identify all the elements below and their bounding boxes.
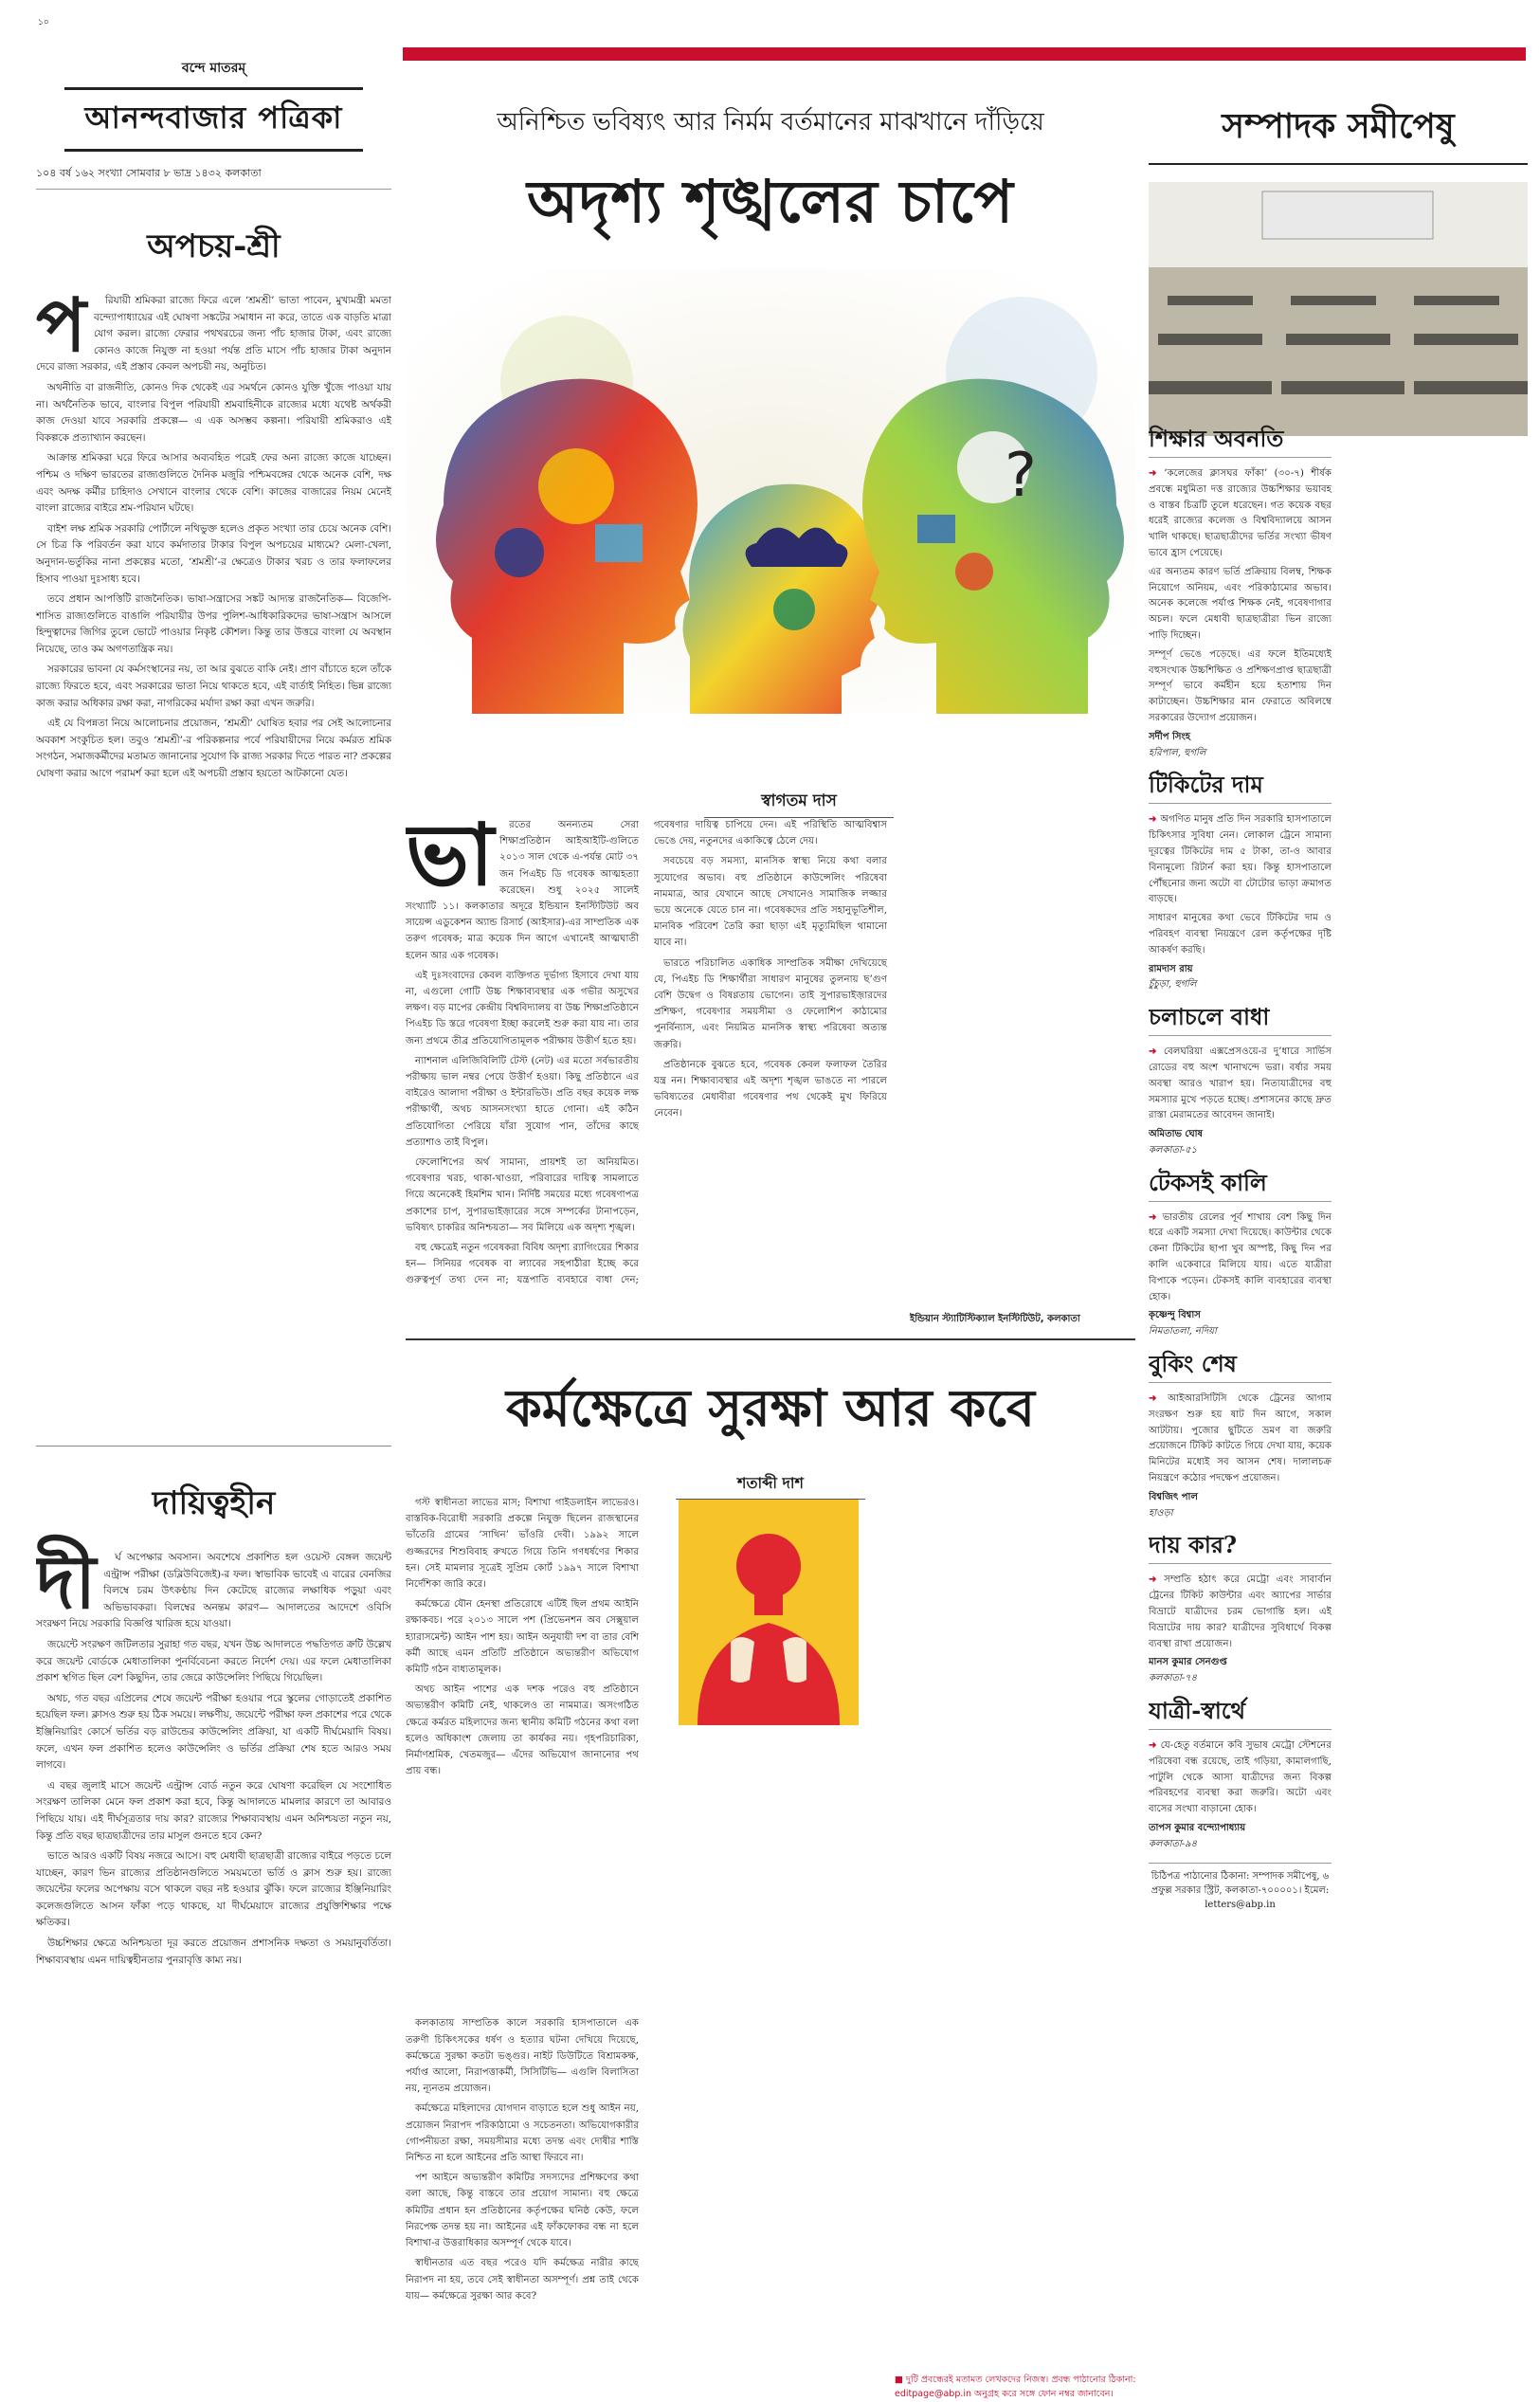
editorial-1-paragraph: আক্রান্ত শ্রমিকরা ঘরে ফিরে আসার অব্যবহিত পরেই ফের অন্য রাজ্যে কাজে যাচ্ছেন। পশ্চিম ও দক্ষিণ ভারতের রাজ্যগুলিতে দৈনিক মজুরি পশ্চিমবঙ্গের থেকে অনেক বেশি, দক্ষ এবং অদক্ষ কর্মীর চাহিদাও সেখানে বাংলার থেকে বেশি। কাজের বাজারের নিয়ম মেনেই বাংলা রাজ্যের বাইরে শ্রম-পরিযান ঘটছে।: [36, 452, 391, 515]
editorial-1-paragraph: রিযায়ী শ্রমিকরা রাজ্যে ফিরে এলে ‘শ্রমশ্রী’ ভাতা পাবেন, মুখ্যমন্ত্রী মমতা বন্দ্যোপাধ্যায়ের এই ঘোষণা সঙ্কটের সমাধান না করে, তাতে এক বাড়তি মাত্রা যোগ করল। রাজ্যে ফেরার পথখরচের জন্য পাঁচ হাজার টাকা, এবং রাজ্যে কোনও কাজে নিযুক্ত না হওয়া পর্যন্ত প্রতি মাসে পাঁচ হাজার টাকা অনুদান দেবে রাজ্য সরকার, এই প্রস্তাব কেবল অপচয়ী নয়, অনুচিত।: [36, 295, 391, 373]
editorial-1-dropcap: প: [36, 282, 86, 369]
editorial-2-dropcap: দী: [36, 1539, 97, 1626]
editorial-column: [36, 49, 391, 2343]
letter-item: [1149, 1697, 1332, 1853]
second-paragraph: কর্মক্ষেত্রে যৌন হেনস্থা প্রতিরোধে এটিই ছিল প্রথম আইনি রক্ষাকবচ। পরে ২০১৩ সালে পশ (প্রিভেনশন অব সেক্সুয়াল হ্যারাসমেন্ট) আইন পাশ হয়। আইন অনুযায়ী দশ বা তার বেশি কর্মী আছে এমন প্রতিটি প্রতিষ্ঠানে অভ্যন্তরীণ অভিযোগ কমিটি গঠন বাধ্যতামূলক।: [406, 1599, 639, 1676]
editorial-2-paragraph: উচ্চশিক্ষার ক্ষেত্রে অনিশ্চয়তা দূর করতে প্রয়োজন প্রশাসনিক দক্ষতা ও সময়ানুবর্তিতা। শিক্ষাব্যবস্থায় এমন দায়িত্বহীনতার পুনরাবৃত্তি কাম্য নয়।: [36, 1938, 391, 1966]
second-paragraph: কর্মক্ষেত্রে মহিলাদের যোগদান বাড়াতে হলে শুধু আইন নয়, প্রয়োজন নিরাপদ পরিকাঠামো ও সচেতনতা। অভিযোগকারীর গোপনীয়তা রক্ষা, সময়সীমার মধ্যে তদন্ত এবং দোষীর শাস্তি নিশ্চিত না হলে আইনের প্রতি আস্থা ফিরবে না।: [406, 2103, 639, 2164]
arrow-icon: ➜: [1149, 1210, 1163, 1223]
letter-item: [1149, 1531, 1332, 1687]
letter-item: [1149, 1350, 1332, 1521]
letter-place: কলকাতা-৯৪: [1149, 1838, 1198, 1849]
page-number: ১০: [38, 18, 49, 27]
masthead-motto: বন্দে মাতরম্‌: [181, 61, 246, 76]
letter-item: [1149, 771, 1332, 993]
editorial-footnote: ■ দুটি প্রবন্ধেরই মতামত লেখকদের নিজস্ব। প্রবন্ধ পাঠানোর ঠিকানা: editpage@abp.in অনুগ্রহ করে সঙ্গে ফোন নম্বর জানাবেন।: [895, 2375, 1136, 2399]
arrow-icon: ➜: [1149, 1739, 1161, 1752]
editorial-2-paragraph: জয়েন্টে সংরক্ষণ জটিলতার সুরাহা গত বছর, যখন উচ্চ আদালতে পদ্ধতিগত ক্রটি উল্লেখ করে জয়েন্ট বোর্ডকে মেধাতালিকা পুনর্বিবেচনা করতে নির্দেশ দেয়। এর ফলে মেধাতালিকা প্রকাশ স্থগিত ছিল বেশ কিছুদিন, তার জেরে কাউন্সেলিং পিছিয়ে গিয়েছিল।: [36, 1638, 391, 1684]
second-headline: কর্মক্ষেত্রে সুরক্ষা আর কবে: [506, 1377, 1035, 1438]
editorial-1-paragraph: তবে প্রধান আপত্তিটি রাজনৈতিক। ভাষা-সন্ত্রাসের সঙ্কট আদ্যন্ত রাজনৈতিক— বিজেপি-শাসিত রাজ্যগুলিতে বাঙালি পরিযায়ীর উপর পুলিশ-আধিকারিকদের ভাষা-সন্ত্রাস আসলে হিন্দুত্বাদের জিগির তুলে ভোটে পাওয়ার নিকৃষ্ট কৌশল। কিন্তু তার উত্তরে বাংলা যে অবস্থান নিয়েছে, তাও কম অগণতান্ত্রিক নয়।: [36, 593, 391, 655]
letter-signature: বিশ্বজিৎ পাল: [1149, 1491, 1198, 1502]
letter-item: [1149, 1003, 1332, 1159]
letter-title: টেকসই কালি: [1149, 1169, 1332, 1202]
harassment-illustration: [679, 1500, 859, 1725]
lead-body: [406, 817, 1135, 1310]
letter-signature: মানস কুমার সেনগুপ্ত: [1149, 1657, 1227, 1668]
letter-paragraph: ➜ যে-হেতু বর্তমানে কবি সুভাষ মেট্রো স্টেশনের পরিষেবা বন্ধ রয়েছে, তাই গড়িয়া, কামালগাছি, পাটুলি থেকে আসা যাত্রীদের জন্য বিকল্প পরিবহণের ব্যবস্থা করা জরুরি। অটো এবং বাসের সংখ্যা বাড়ানো হোক।: [1149, 1739, 1332, 1815]
letter-item: [1149, 1169, 1332, 1340]
editorial-2: [36, 1447, 391, 2357]
editorial-1-paragraph: অথনীতি বা রাজনীতি, কোনও দিক থেকেই এর সমর্থনে কোনও যুক্তি খুঁজে পাওয়া যায় না। অর্থনৈতিক ভাবে, বাংলার বিপুল পরিযায়ী শ্রমবাহিনীকে রাজ্যের মধ্যে যথেষ্ট অর্থকরী কাজ দেওয়া যাবে সরকারি প্রকল্পে— এ এক অসম্ভব কল্পনা। পরিযায়ী শ্রমিকরাও এই বিকল্পকে প্রত্যাখ্যান করছেন।: [36, 381, 391, 444]
editorial-1-paragraph: সরকারের ভাবনা যে কর্মসংস্থানের নয়, তা আর বুঝতে বাকি নেই। প্রাণ বাঁচাতে হলে তাঁকে রাজ্যে ফিরতে হবে, এবং সরকারের ভাতা নিয়ে থাকতে হবে, এই বার্তাই নিহিত। ভিন্ন রাজ্যে কাজ করার অধিকার রক্ষা করা, নাগরিকের মর্যাদা রক্ষা করা এখন জরুরি।: [36, 664, 391, 709]
letter-title: টিকিটের দাম: [1149, 771, 1332, 804]
article-divider: [406, 1338, 1135, 1340]
letter-title: চলাচলে বাধা: [1149, 1003, 1332, 1036]
letter-place: কলকাতা-৫১: [1149, 1144, 1198, 1156]
second-paragraph: কলকাতায় সাম্প্রতিক কালে সরকারি হাসপাতালে এক তরুণী চিকিৎসকের ধর্ষণ ও হত্যার ঘটনা দেখিয়ে দিয়েছে, কর্মক্ষেত্রে সুরক্ষা কতটা ভঙ্গুর। নাইট ডিউটিতে বিশ্রামকক্ষ, পর্যাপ্ত আলো, নিরাপত্তাকর্মী, সিসিটিভি— এগুলি বিলাসিতা নয়, ন্যূনতম প্রয়োজন।: [406, 2018, 639, 2095]
arrow-icon: ➜: [1149, 1574, 1165, 1586]
arrow-icon: ➜: [1149, 1392, 1169, 1405]
letter-paragraph: ➜ ‘কলেজের ক্লাসঘর ফাঁকা’ (৩০-৭) শীর্ষক প্রবন্ধে মধুমিতা দত্ত রাজ্যের উচ্চশিক্ষার ভয়াবহ ও বাস্তব চিত্রটি তুলে ধরেছেন। গত কয়েক বছর ধরেই রাজ্যের কলেজ ও বিশ্ববিদ্যালয়ে আসন খালি থাকছে। ছাত্রছাত্রীদের ভর্তির সংখ্যা ভীষণ ভাবে হ্রাস পেয়েছে।: [1149, 467, 1332, 558]
letter-place: কলকাতা-৭৪: [1149, 1673, 1198, 1684]
letter-signature: রামদাস রায়: [1149, 963, 1193, 974]
lead-paragraph: সবচেয়ে বড় সমস্যা, মানসিক স্বাস্থ্য নিয়ে কথা বলার সুযোগের অভাব। বহু প্রতিষ্ঠানে কাউন্সেলিং পরিষেবা নামমাত্র, আর যেখানে আছে সেখানেও সামাজিক লজ্জার ভয়ে অনেকে যেতে চান না। গবেষকদের প্রতি সহানুভূতিশীল, মানবিক পরিবেশ তৈরি করা ছাড়া এই মৃত্যুমিছিল থামানো যাবে না।: [654, 856, 887, 949]
editorial-2-paragraph: ভাতে আরও একটি বিষয় নজরে আসে। বহু মেধাবী ছাত্রছাত্রী রাজ্যের বাইরে পড়তে চলে যাচ্ছেন, কারণ ভিন রাজ্যের প্রতিষ্ঠানগুলিতে সময়মতো ভর্তি ও ক্লাস শুরু হয়। রাজ্যে জয়েন্টের ফলের অপেক্ষায় বসে থাকলে বছর নষ্ট হওয়ার ঝুঁকি। ফলে রাজ্যের ইঞ্জিনিয়ারিং কলেজগুলিতে আসন ফাঁকা পড়ে থাকছে, যা দীর্ঘমেয়াদে রাজ্যের প্রযুক্তিশিক্ষার পক্ষে ক্ষতিকর।: [36, 1850, 391, 1929]
letter-signature: কৃষ্ণেন্দু বিশ্বাস: [1149, 1310, 1201, 1321]
letter-signature: তাপস কুমার বন্দ্যোপাধ্যায়: [1149, 1823, 1246, 1833]
lead-paragraph: বহু ক্ষেত্রেই নতুন গবেষকরা বিবিধ অদৃশ্য র‌্যাগিংয়ের শিকার হন— সিনিয়র গবেষক বা ল্যাবের সহপাঠীরা ইচ্ছে করে গুরুত্বপূর্ণ তথ্য দেন না; যন্ত্রপাতি ব্যবহারে বাধা দেন; গবেষণার দায়িত্ব চাপিয়ে দেন। এই পরিস্থিতি আত্মবিশ্বাস ভেঙে দেয়, নতুনদের একাকিত্বে ঠেলে দেয়।: [406, 820, 887, 1286]
column-spacer: [406, 1783, 639, 2015]
woman-silhouette-icon: [679, 1500, 859, 1725]
lead-kicker: অনিশ্চিত ভবিষ্যৎ আর নির্মম বর্তমানের মাঝখানে দাঁড়িয়ে: [497, 108, 1044, 136]
heads-illustration-icon: [406, 268, 1135, 714]
letter-title: দায় কার?: [1149, 1531, 1332, 1564]
letters-list: [1149, 419, 1528, 2343]
red-top-bar: [403, 47, 1526, 61]
letters-column: [1149, 68, 1528, 2343]
letters-section-title: সম্পাদক সমীপেষু: [1149, 100, 1528, 165]
empty-classroom-icon: [1149, 182, 1528, 436]
letter-paragraph: ➜ আইআরসিটিসি থেকে ট্রেনের আগাম সংরক্ষণ শুরু হয় ষাট দিন আগে, সকাল আটটায়। পুজোর ছুটিতে ভ্রমণ বা জরুরি প্রয়োজনে টিকিট কাটতে গিয়ে দেখা যায়, কয়েক মিনিটের মধ্যেই সব আসন শেষ। দালালচক্র নিয়ন্ত্রণে কঠোর পদক্ষেপ প্রয়োজন।: [1149, 1392, 1332, 1484]
lead-dropcap: ভা: [406, 817, 495, 905]
editorial-1-title: অপচয়-শ্রী: [147, 227, 281, 265]
letter-place: হরিপাল, হুগলি: [1149, 747, 1206, 758]
editorial-1: [36, 190, 391, 1447]
letter-signature: সর্দীপ সিংহ: [1149, 731, 1191, 742]
opinion-column: [406, 68, 1136, 2399]
letter-item: [1149, 425, 1332, 761]
svg-text:?: ?: [1005, 441, 1037, 511]
editorial-2-title: দায়িত্বহীন: [152, 1484, 276, 1522]
lead-paragraph: রতের অনন্যতম সেরা শিক্ষাপ্রতিষ্ঠান আইআইটি-গুলিতে ২০১৩ সাল থেকে এ-পর্যন্ত মোট ৩৭ জন পিএইচ ডি গবেষক আত্মহত্যা করেছেন। শুধু ২০২৫ সালেই সংখ্যাটি ১১। কলকাতার অদূরে ইন্ডিয়ান ইনস্টিটিউট অব সায়েন্স এডুকেশন অ্যান্ড রিসার্চ (আইসার)-এর সাম্প্রতিক এক তরুণ গবেষক; মাত্র কয়েক দিন আগে এখানেই আত্মঘাতী হলেন আর এক গবেষক।: [406, 820, 639, 961]
second-paragraph: অথচ আইন পাশের এক দশক পরেও বহু প্রতিষ্ঠানে অভ্যন্তরীণ কমিটি নেই, থাকলেও তা নামমাত্র। অসংগঠিত ক্ষেত্রে কর্মরত মহিলাদের জন্য স্থানীয় কমিটি গঠনের কথা বলা হলেও অধিকাংশ জেলায় তা কার্যকর নয়। গৃহপরিচারিকা, নির্মাণশ্রমিক, খেতমজুর— এঁদের অভিযোগ জানানোর পথ প্রায় বন্ধ।: [406, 1684, 639, 1777]
lead-paragraph: ফেলোশিপের অর্থ সামান্য, প্রায়শই তা অনিয়মিত। গবেষণার খরচ, থাকা-খাওয়া, পরিবারের দায়িত্ব সামলাতে গিয়ে অনেকেই হিমশিম খান। নির্দিষ্ট সময়ের মধ্যে গবেষণাপত্র প্রকাশের চাপ, সুপারভাইজ়ারের সঙ্গে সম্পর্কের টানাপড়েন, ভবিষ্যৎ চাকরির অনিশ্চয়তা— সব মিলিয়ে এক অদৃশ্য শৃঙ্খল।: [406, 1157, 639, 1233]
lead-paragraph: ভারতে পরিচালিত একাধিক সাম্প্রতিক সমীক্ষা দেখিয়েছে যে, পিএইচ ডি শিক্ষার্থীরা সাধারণ মানুষের তুলনায় ছ’গুণ বেশি উদ্বেগ ও বিষণ্ণতায় ভোগেন। তাই সুপারভাইজ়ারদের প্রশিক্ষণ, গবেষণার সময়সীমা ও ফেলোশিপ কাঠামোর পুনর্বিন্যাস, এবং নিয়মিত মানসিক স্বাস্থ্য পরিষেবা অত্যন্ত জরুরি।: [654, 957, 887, 1050]
letter-paragraph: ➜ ভারতীয় রেলের পূর্ব শাখায় বেশ কিছু দিন ধরে একটি সমস্যা দেখা দিয়েছে। কাউন্টার থেকে কেনা টিকিটের ছাপা খুব অস্পষ্ট, কিছু দিন পর কালি একেবারে মিলিয়ে যায়। এতে যাত্রীরা বিপাকে পড়েন। টেকসই কালি ব্যবহারের ব্যবস্থা হোক।: [1149, 1210, 1332, 1302]
letter-place: চুঁচুড়া, হুগলি: [1149, 979, 1197, 991]
masthead-logo: আনন্দবাজার পত্রিকা: [64, 87, 363, 152]
letters-address: চিঠিপত্র পাঠানোর ঠিকানা: সম্পাদক সমীপেষু, ৬ প্রফুল্ল সরকার স্ট্রিট, কলকাতা-৭০০০০১। ইমেল: letters@abp.in: [1149, 1863, 1332, 1912]
lead-headline: অদৃশ্য শৃঙ্খলের চাপে: [527, 167, 1014, 236]
letter-paragraph: সম্পূর্ণ ভেঙে পড়েছে। এর ফলে ইতিমধ্যেই বহুসংখ্যক উচ্চশিক্ষিত ও প্রশিক্ষণপ্রাপ্ত ছাত্রছাত্রী সম্পূর্ণ ভাবে কর্মহীন হয়ে হতাশায় দিন কাটাচ্ছেন। উচ্চশিক্ষার মান ফেরাতে অবিলম্বে সরকারের উদ্যোগ প্রয়োজন।: [1149, 648, 1332, 723]
classroom-photo: [1149, 182, 1528, 436]
letter-paragraph: সাধারণ মানুষের কথা ভেবে টিকিটের দাম ও পরিবহণ ব্যবস্থা নিয়ন্ত্রণে রেল কর্তৃপক্ষের দৃষ্টি আকর্ষণ করছি।: [1149, 913, 1332, 955]
second-paragraph: স্বাধীনতার এত বছর পরেও যদি কর্মক্ষেত্র নারীর কাছে নিরাপদ না হয়, তবে সেই স্বাধীনতা অসম্পূর্ণ। প্রশ্ন তাই থেকে যায়— কর্মক্ষেত্রে সুরক্ষা আর কবে?: [406, 2258, 639, 2302]
lead-paragraph: এই দুঃসংবাদের কেবল ব্যক্তিগত দুর্ভাগ্য হিসাবে দেখা যায় না, এগুলো গোটি উচ্চ শিক্ষাব্যবস্থার এক গভীর অসুখের লক্ষণ। বড় মাপের কেন্দ্রীয় বিশ্ববিদ্যালয় বা উচ্চ শিক্ষাপ্রতিষ্ঠানে পিএইচ ডি স্তরে গবেষণা ইচ্ছা করলেই শুরু করা যায় না। তার জন্য প্রথমে তীব্র প্রতিযোগিতামূলক পরীক্ষায় উত্তীর্ণ হতে হয়।: [406, 970, 639, 1046]
second-paragraph: পশ আইনে অভ্যন্তরীণ কমিটির সদস্যদের প্রশিক্ষণের কথা বলা আছে, কিন্তু বাস্তবে তার প্রয়োগ সামান্য। বহু ক্ষেত্রে কমিটির প্রধান হন প্রতিষ্ঠানের কর্তৃপক্ষের ঘনিষ্ঠ কেউ, ফলে নিরপেক্ষ তদন্ত হয় না। আইনের এই ফাঁকফোকর বন্ধ না হলে বিশাখা-র উত্তরাধিকার অসম্পূর্ণ থেকে যাবে।: [406, 2173, 639, 2249]
editorial-1-paragraph: এই যে বিপন্নতা নিয়ে আলোচনার প্রয়োজন, ‘শ্রমশ্রী’ ঘোষিত হবার পর সেই আলোচনার অবকাশ সংকুচিত হল। তবুও ‘শ্রমশ্রী’-র পরিকল্পনার পর্বে পরিযায়ীদের নিয়ে কর্মরত শ্রমিক সংগঠন, সমাজকর্মীদের মতামত জানানোর সুযোগ কি রাজ্য সরকার দিতে পারত না? প্রকল্পের ঘোষণা করার আগে পরামর্শ করা হলে এই অপচয়ী প্রস্তাব হয়তো আটকানো যেত।: [36, 718, 391, 780]
editorial-2-paragraph: এ বছর জুলাই মাসে জয়েন্ট এন্ট্রান্স বোর্ড নতুন করে ঘোষণা করেছিল যে সংশোধিত সংরক্ষণ তালিকা মেনে ফল প্রকাশ করা হবে, কিন্তু আদালতে মামলার কারণে তা আবারও পিছিয়ে যায়। এই দীর্ঘসূত্রতার দায় কার? রাজ্যের শিক্ষাব্যবস্থায় এমন অনিশ্চয়তা নতুন নয়, কিন্তু প্রতি বছর ছাত্রছাত্রীদের তার মাসুল গুনতে হবে কেন?: [36, 1779, 391, 1842]
second-paragraph: গস্ট স্বাধীনতা লাভের মাস; বিশাখা গাইডলাইন লাভেরও। বাস্তবিক-বিরোধী সরকারি প্রকল্পে নিযুক্ত ছিলেন রাজস্থানের ভাঁতেরি গ্রামের ‘সাথিন’ ভাঁওরি দেবী। ১৯৯২ সালে গুজ্জরদের শিশুবিবাহ রুখতে গিয়ে তিনি গণধর্ষণের শিকার হন। সেই মামলার সূত্রেই সুপ্রিম কোর্ট ১৯৯৭ সালে বিশাখা নির্দেশিকা জারি করে।: [406, 1498, 639, 1591]
letter-place: হাওড়া: [1149, 1507, 1173, 1519]
lead-paragraph: ন্যাশনাল এলিজিবিলিটি টেস্ট (নেট) এর মতো সর্বভারতীয় পরীক্ষায় ভাল নম্বর পেয়ে উত্তীর্ণ হওয়া। কিছু প্রতিষ্ঠানে এর বাইরেও আলাদা পরীক্ষা ও ইন্টারভিউ। প্রতি বছর কয়েক লক্ষ পরীক্ষার্থী, অথচ আসনসংখ্যা হাতে গোনা। এই কঠিন প্রতিযোগিতা পেরিয়ে যাঁরা সুযোগ পান, তাঁদের কাছে প্রত্যাশাও তাই বিপুল।: [406, 1055, 639, 1148]
letter-paragraph: ➜ সম্প্রতি হঠাৎ করে মেট্রো এবং সাবার্বান ট্রেনের টিকিট কাউন্টার এবং অ্যাপের সার্ভার বিভ্রাটে যাত্রীদের চরম ভোগান্তি হল। এই বিভ্রাটের দায় কার? যাত্রীদের সুবিধার্থে বিকল্প ব্যবস্থা রাখা প্রয়োজন।: [1149, 1574, 1332, 1649]
letter-title: যাত্রী-স্বার্থে: [1149, 1697, 1332, 1730]
letter-title: শিক্ষার অবনতি: [1149, 425, 1332, 458]
letter-paragraph: ➜ অগণিত মানুষ প্রতি দিন সরকারি হাসপাতালে চিকিৎসার সুবিধা নেন। লোকাল ট্রেনে সামান্য দূরত্বের টিকিটের দাম ৫ টাকা, তা-ও আবার বিনামূল্যে রিটার্ন করা হয়। কিন্তু হাসপাতালে পৌঁছনোর জন্য অটো বা টোটোর ভাড়া ক্রমাগত বাড়ছে।: [1149, 813, 1332, 905]
dateline: ১০৪ বর্ষ ১৬২ সংখ্যা সোমবার ৮ ভাদ্র ১৪৩২ কলকাতা: [36, 165, 391, 190]
arrow-icon: ➜: [1149, 1046, 1165, 1058]
letter-signature: অমিতাভ ঘোষ: [1149, 1129, 1204, 1140]
editorial-2-paragraph: অথচ, গত বছর এপ্রিলের শেষে জয়েন্ট পরীক্ষা হওয়ার পরে স্কুলের গোড়াতেই প্রকাশিত হয়েছিল ফল। ক্লাসও শুরু হয় ঠিক সময়ে। লক্ষণীয়, জয়েন্টে পরীক্ষা ফল প্রকাশের পরে থেকে ইঞ্জিনিয়ারিং কোর্সে ভর্তির বড় রাউন্ডের কাউন্সেলিং প্রক্রিয়া, যা একটি দীর্ঘমেয়াদি বিষয়। ফলে, এখন ফল প্রকাশিত হলেও কাউন্সেলিং ও ভর্তির প্রক্রিয়া শেষ হতে আরও সময় লাগবে।: [36, 1692, 391, 1772]
editorial-2-paragraph: র্ঘ অপেক্ষার অবসান। অবশেষে প্রকাশিত হল ওয়েস্ট বেঙ্গল জয়েন্ট এন্ট্রান্স পরীক্ষা (ডব্লিউবিজেই)-র ফল। স্বাভাবিক ভাবেই এ বারের বেনজির বিলম্বে চরম উৎকণ্ঠায় দিন কেটেছে রাজ্যের লক্ষাধিক পড়ুয়া এবং অভিভাবকরা। বিলম্বের অনন্তম কারণ— আদালতের আদেশে ওবিসি সংরক্ষণ নিয়ে সরকারি বিজ্ঞপ্তি খারিজ হয়ে যাওয়া।: [36, 1552, 391, 1630]
lead-byline: স্বাগতম দাস: [704, 789, 894, 818]
letter-title: বুকিং শেষ: [1149, 1350, 1332, 1383]
lead-author-credit: ইন্ডিয়ান স্ট্যাটিস্টিক্যাল ইনস্টিটিউট, কলকাতা: [910, 1314, 1080, 1324]
letter-place: নিমতাতলা, নদিয়া: [1149, 1326, 1217, 1337]
arrow-icon: ➜: [1149, 467, 1165, 479]
editorial-1-paragraph: বাইশ লক্ষ শ্রমিক সরকারি পোর্টালে নথিভুক্ত হলেও প্রকৃত সংখ্যা তার চেয়ে অনেক বেশি। সে চিত্র কি পরিবর্তন করা যাবে কর্মদাতার টাকার বিপুল অপচয়ের মাধ্যমে? মেলা-খেলা, অনুদান-ভর্তুকির নানা প্রকল্পের মতো, ‘শ্রমশ্রী’-র ক্ষেত্রেও টাকার খরচ ও তার ফলাফলের হিসাব পাওয়া দুঃসাধ্য হবে।: [36, 522, 391, 585]
letter-paragraph: এর অন্যতম কারণ ভর্তি প্রক্রিয়ায় বিলম্ব, শিক্ষক নিয়োগে অনিয়ম, এবং পরিকাঠামোর অভাব। অনেক কলেজে পর্যাপ্ত শিক্ষক নেই, গবেষণাগার অচল। ফলে মেধাবী ছাত্রছাত্রীরা ভিন রাজ্যে পাড়ি দিচ্ছেন।: [1149, 566, 1332, 641]
letter-paragraph: ➜ বেলঘরিয়া এক্সপ্রেসওয়ে-র দু’ধারে সার্ভিস রোডের বহু অংশ খানাখন্দে ভরা। বর্ষার সময় অবস্থা আরও খারাপ হয়। নিত্যযাত্রীদের বহু সমস্যার মুখে পড়তে হচ্ছে। প্রশাসনের কাছে দ্রুত রাস্তা মেরামতের আবেদন জানাই।: [1149, 1046, 1332, 1121]
lead-illustration: [406, 268, 1135, 714]
second-byline: শতাব্দী দাশ: [676, 1471, 865, 1500]
lead-paragraph: প্রতিষ্ঠানকে বুঝতে হবে, গবেষক কেবল ফলাফল তৈরির যন্ত্র নন। শিক্ষাব্যবস্থার এই অদৃশ্য শৃঙ্খল ভাঙতে না পারলে ভবিষ্যতের মেধাবীরা গবেষণার পথ থেকেই মুখ ফিরিয়ে নেবেন।: [654, 1059, 887, 1119]
arrow-icon: ➜: [1149, 813, 1161, 826]
